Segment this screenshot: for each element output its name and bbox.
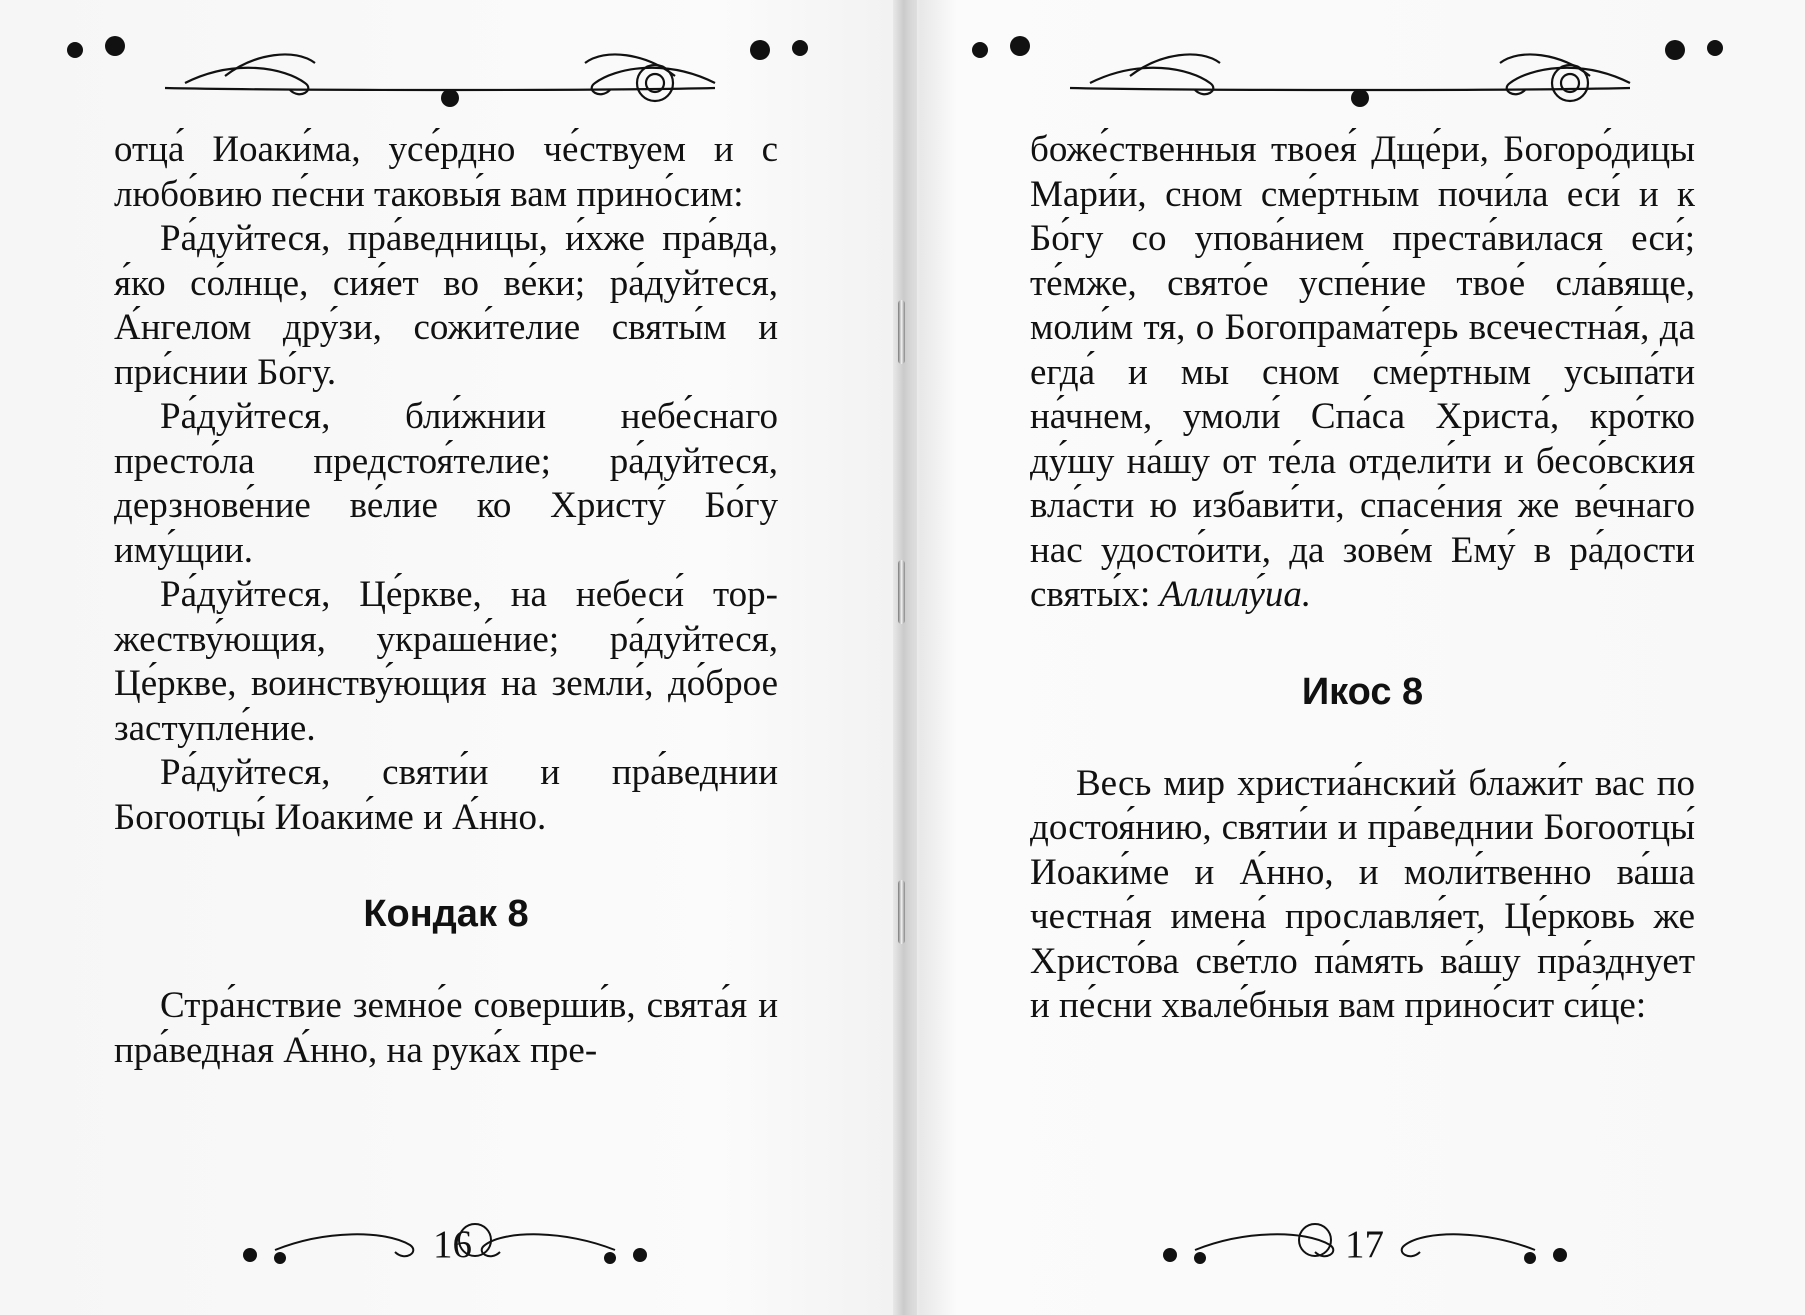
header-ornament — [55, 28, 845, 113]
page-number: 17 — [1345, 1223, 1384, 1266]
left-page — [0, 0, 900, 1315]
paragraph — [1030, 128, 1695, 618]
paragraph: Ра́дуйтеся, пра́ведницы, и́хже пра́вда, я́ко со́лнце, сия́ет во ве́ки; ра́дуйтеся, А́нгелом дру́зи, сожи́телие святы́м и при́снии Бо́гу. — [114, 218, 778, 393]
header-ornament — [960, 28, 1760, 113]
right-page — [905, 0, 1805, 1315]
paragraph: отца́ Иоаки́ма, усе́рдно че́ствуем и с любо́вию пе́сни таковы́я вам прино́сим: — [114, 129, 778, 215]
section-heading: Икос 8 — [1301, 670, 1424, 713]
paragraph: Весь мир христиа́нский блажи́т вас по достоя́нию, святи́и и пра́веднии Богоотцы́ Иоаки́ме и А́нно, и моли́твенно ва́ша честна́я имена́ прославля́ет, Це́рковь же Христо́ва све́тло па́мять ва́шу пра́зднует и пе́сни хвале́бныя вам прино́сит си́це: — [1030, 762, 1695, 1026]
paragraph: Ра́дуйтеся, бли́жнии небе́снаго престо́ла предстоя́телие; ра́дуйтеся, дерзнове́ние ве́лие ко Христу́ Бо́гу иму́щии. — [114, 396, 778, 571]
alleluia: Аллилу́иа. — [1159, 574, 1312, 615]
section-heading: Кондак 8 — [363, 893, 529, 935]
paragraph: Ра́дуйтеся, Це́ркве, на небеси́ торжеству́ющия, украше́ние; ра́дуйтеся, Це́ркве, воинству́ющия на земли́, до́брое заступле́ние. — [114, 574, 778, 749]
page-number: 16 — [433, 1223, 472, 1266]
right-page-text — [1030, 128, 1695, 1029]
paragraph: Стра́нствие земно́е соверши́в, свята́я и пра́ведная А́нно, на рука́х пре- — [114, 985, 778, 1071]
paragraph: Ра́дуйтеся, святи́и и пра́веднии Богоотцы́ Иоаки́ме и А́нно. — [114, 752, 778, 838]
paragraph-text: боже́ственныя твоея́ Дще́ри, Богоро́дицы Мари́и, сном сме́ртным почи́ла еси́ и к Бо́гу со упова́нием преста́вилася еси́; те́мже, свято́е успе́ние твое́ сла́вяще, моли́м тя, о Богопрама́терь всечестна́я, да егда́ и мы сном сме́ртным усыпа́ти на́чнем, умоли́ Спа́са Христа́, кро́тко ду́шу на́шу от те́ла отдели́ти и бесо́вския вла́сти ю избави́ти, спасе́ния же ве́чнаго нас удосто́ити, да зове́м Ему́ в ра́дости святы́х: — [1030, 129, 1695, 615]
left-page-text — [114, 128, 778, 1073]
